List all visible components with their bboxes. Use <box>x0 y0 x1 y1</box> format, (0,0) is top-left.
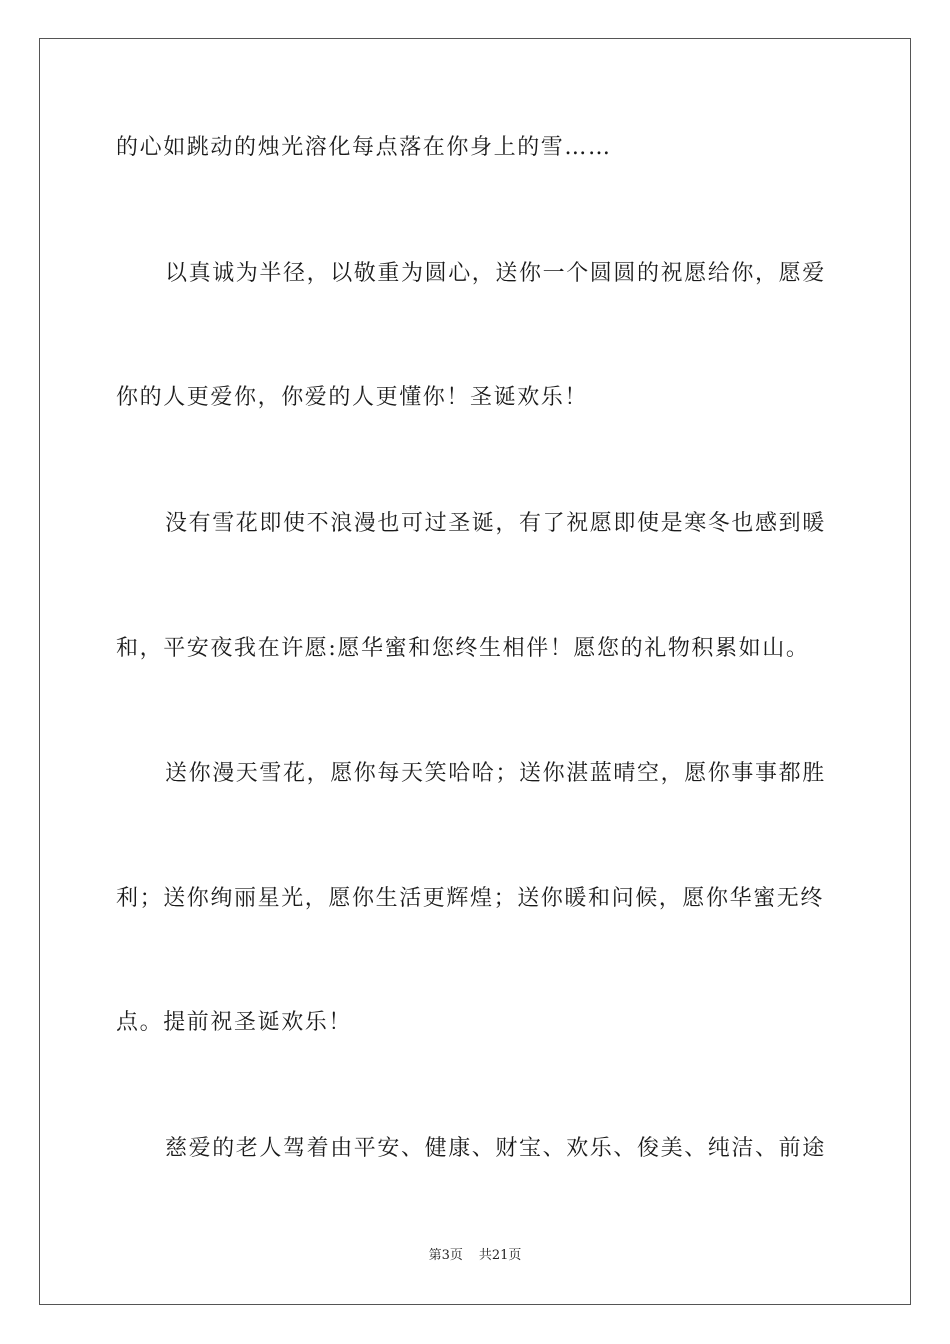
text-line-1: 的心如跳动的烛光溶化每点落在你身上的雪…… <box>116 135 612 160</box>
page-number: 第3页 <box>428 1248 463 1263</box>
page-total: 共21页 <box>478 1248 522 1263</box>
page-frame <box>39 38 911 1305</box>
text-line-7: 利；送你绚丽星光，愿你生活更辉煌；送你暖和问候，愿你华蜜无终 <box>116 886 825 911</box>
text-line-3: 你的人更爱你，你爱的人更懂你！圣诞欢乐！ <box>116 385 589 410</box>
text-line-4: 没有雪花即使不浪漫也可过圣诞，有了祝愿即使是寒冬也感到暖 <box>165 511 826 536</box>
text-line-9: 慈爱的老人驾着由平安、健康、财宝、欢乐、俊美、纯洁、前途 <box>165 1136 826 1161</box>
text-line-6: 送你漫天雪花，愿你每天笑哈哈；送你湛蓝晴空，愿你事事都胜 <box>165 761 826 786</box>
text-line-5: 和，平安夜我在许愿:愿华蜜和您终生相伴！愿您的礼物积累如山。 <box>116 636 810 661</box>
page-footer <box>0 1247 950 1265</box>
text-line-2: 以真诚为半径，以敬重为圆心，送你一个圆圆的祝愿给你，愿爱 <box>165 261 826 286</box>
text-line-8: 点。提前祝圣诞欢乐！ <box>116 1010 353 1035</box>
